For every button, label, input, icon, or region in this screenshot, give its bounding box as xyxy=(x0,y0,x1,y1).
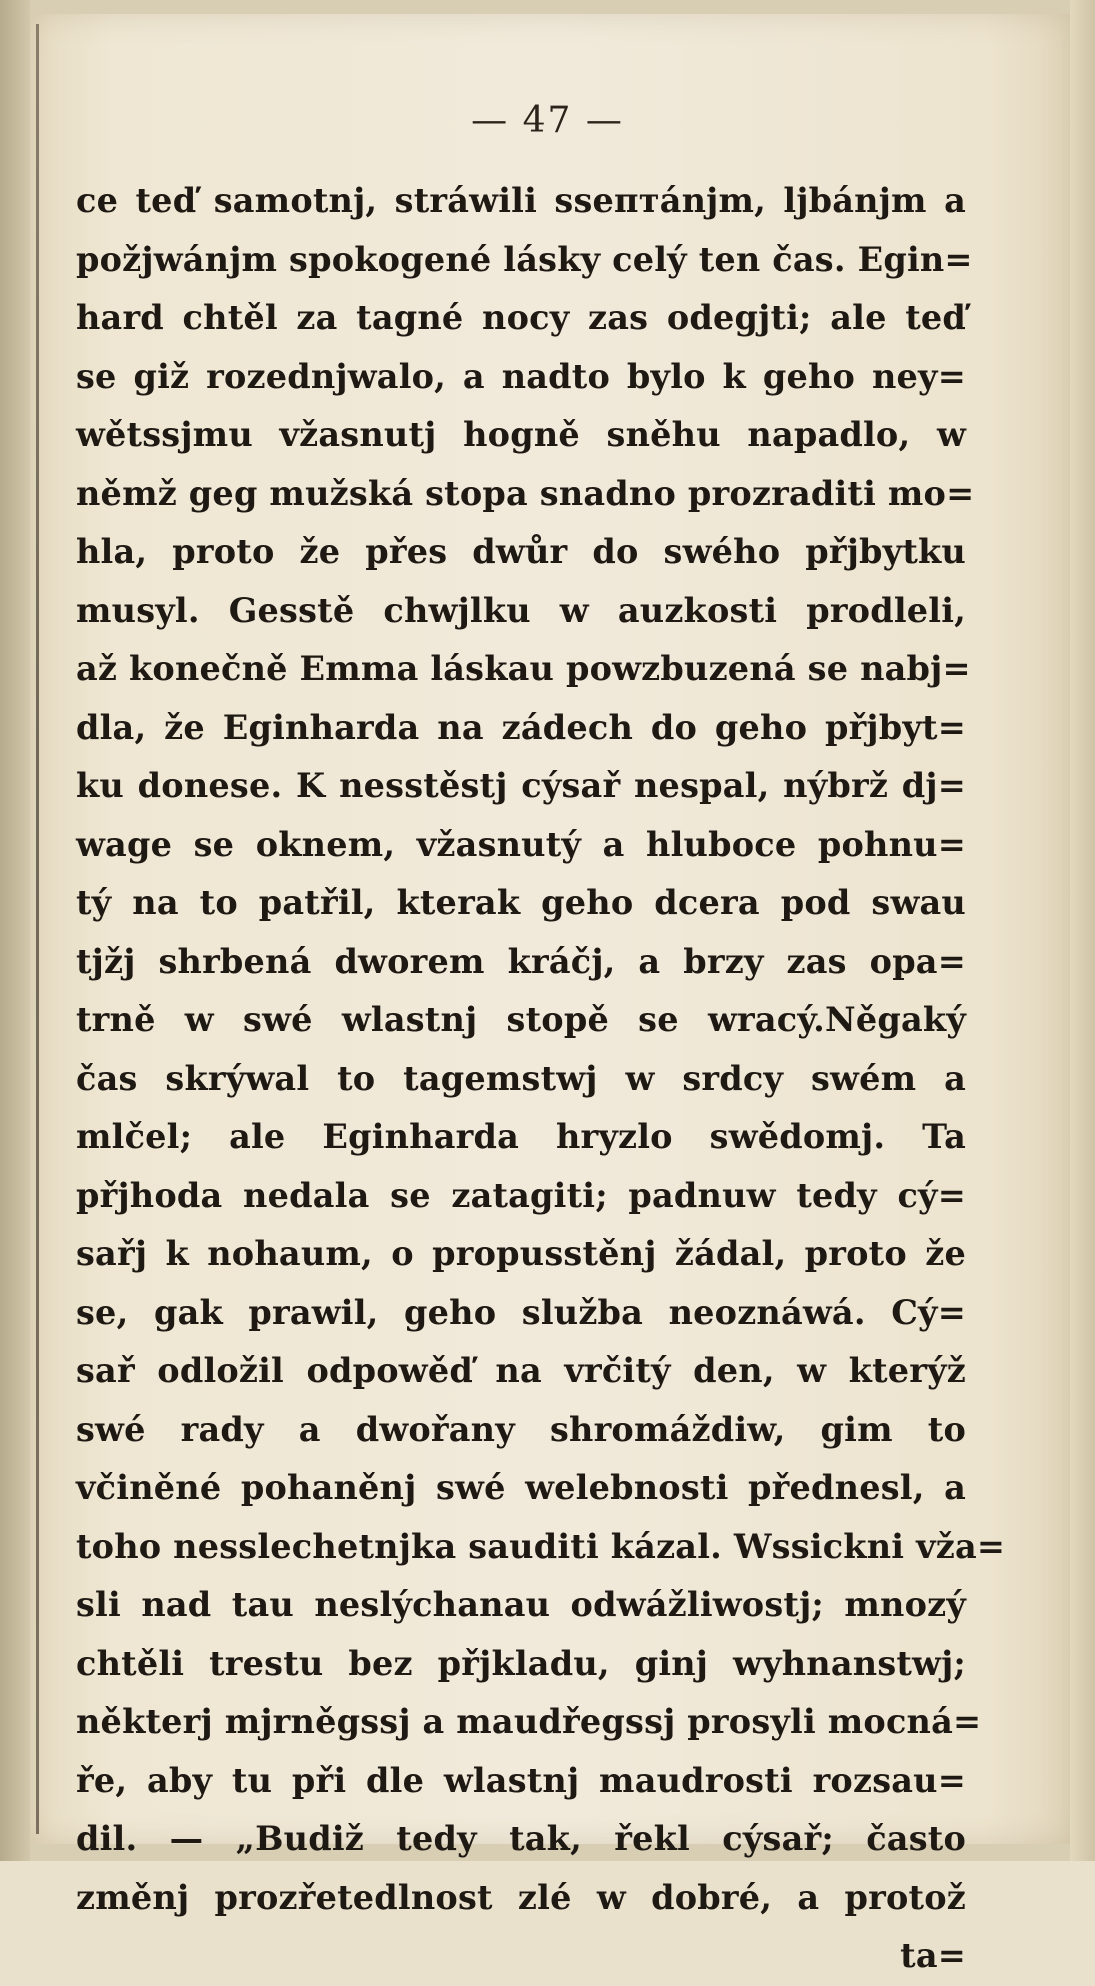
text-line: wage se oknem, vžasnutý a hluboce pohnu= xyxy=(76,824,966,864)
text-line: toho nesslechetnjka sauditi kázal. Wssickni vža= xyxy=(76,1526,1006,1566)
text-line: se giž rozednjwalo, a nadto bylo k geho ney= xyxy=(76,356,966,396)
text-line: trně w swé wlastnj stopě se wracý.Něgaký xyxy=(76,1000,966,1039)
text-line: změnj prozřetedlnost zlé w dobré, a protož xyxy=(76,1877,966,1917)
text-line: swé rady a dwořany shromáždiw, gim to xyxy=(76,1409,966,1449)
text-line: se, gak prawil, geho služba neoznáwá. Cý= xyxy=(76,1292,966,1332)
text-line: tjžj shrbená dworem kráčj, a brzy zas opa= xyxy=(76,941,966,981)
text-line: němž geg mužská stopa snadno prozraditi mo= xyxy=(76,473,975,513)
binding-shadow xyxy=(0,0,30,1861)
page-number: — 47 — xyxy=(471,100,624,141)
text-line: dil. — „Budiž tedy tak, řekl cýsař; často xyxy=(76,1819,966,1858)
text-line: sli nad tau neslýchanau odwážliwostj; mnozý xyxy=(76,1585,966,1624)
text-line: dla, že Eginharda na zádech do geho přjbyt= xyxy=(76,707,966,747)
text-line: chtěli trestu bez přjkladu, ginj wyhnanstwj; xyxy=(76,1643,966,1683)
text-line: požjwánjm spokogené lásky celý ten čas. Egin= xyxy=(76,239,973,279)
text-line: včiněné pohaněnj swé welebnosti přednesl, a xyxy=(76,1468,966,1507)
page-right-edge xyxy=(1070,0,1095,1861)
text-line: musyl. Gesstě chwjlku w auzkosti prodleli, xyxy=(76,590,966,630)
text-line: wětssjmu vžasnutj hogně sněhu napadlo, w xyxy=(76,415,966,454)
catchword: ta= xyxy=(900,1936,966,1975)
text-line: sař odložil odpowěď na vrčitý den, w kterýž xyxy=(76,1351,966,1390)
binding-fold-line xyxy=(36,24,39,1834)
text-line: ku donese. K nesstěstj cýsař nespal, nýbrž dj= xyxy=(76,766,966,805)
text-line: některj mjrněgssj a maudřegssj prosyli mocná= xyxy=(76,1702,982,1741)
text-line: ře, aby tu při dle wlastnj maudrosti rozsau= xyxy=(76,1760,966,1800)
body-text xyxy=(76,172,1006,1986)
text-line: sařj k nohaum, o propusstěnj žádal, proto že xyxy=(76,1234,966,1273)
text-line: přjhoda nedala se zatagiti; padnuw tedy cý= xyxy=(76,1175,966,1215)
text-line: hla, proto že přes dwůr do swého přjbytku xyxy=(76,532,966,571)
text-line: čas skrýwal to tagemstwj w srdcy swém a xyxy=(76,1058,966,1098)
text-line: hard chtěl za tagné nocy zas odegjti; ale teď xyxy=(76,298,966,337)
text-line: až konečně Emma láskau powzbuzená se nabj= xyxy=(76,649,971,688)
text-line: ce teď samotnj, stráwili ssептánjm, ljbánjm a xyxy=(76,181,966,220)
text-line: tý na to patřil, kterak geho dcera pod swau xyxy=(76,883,966,922)
text-line: mlčel; ale Eginharda hryzlo swědomj. Ta xyxy=(76,1117,966,1156)
